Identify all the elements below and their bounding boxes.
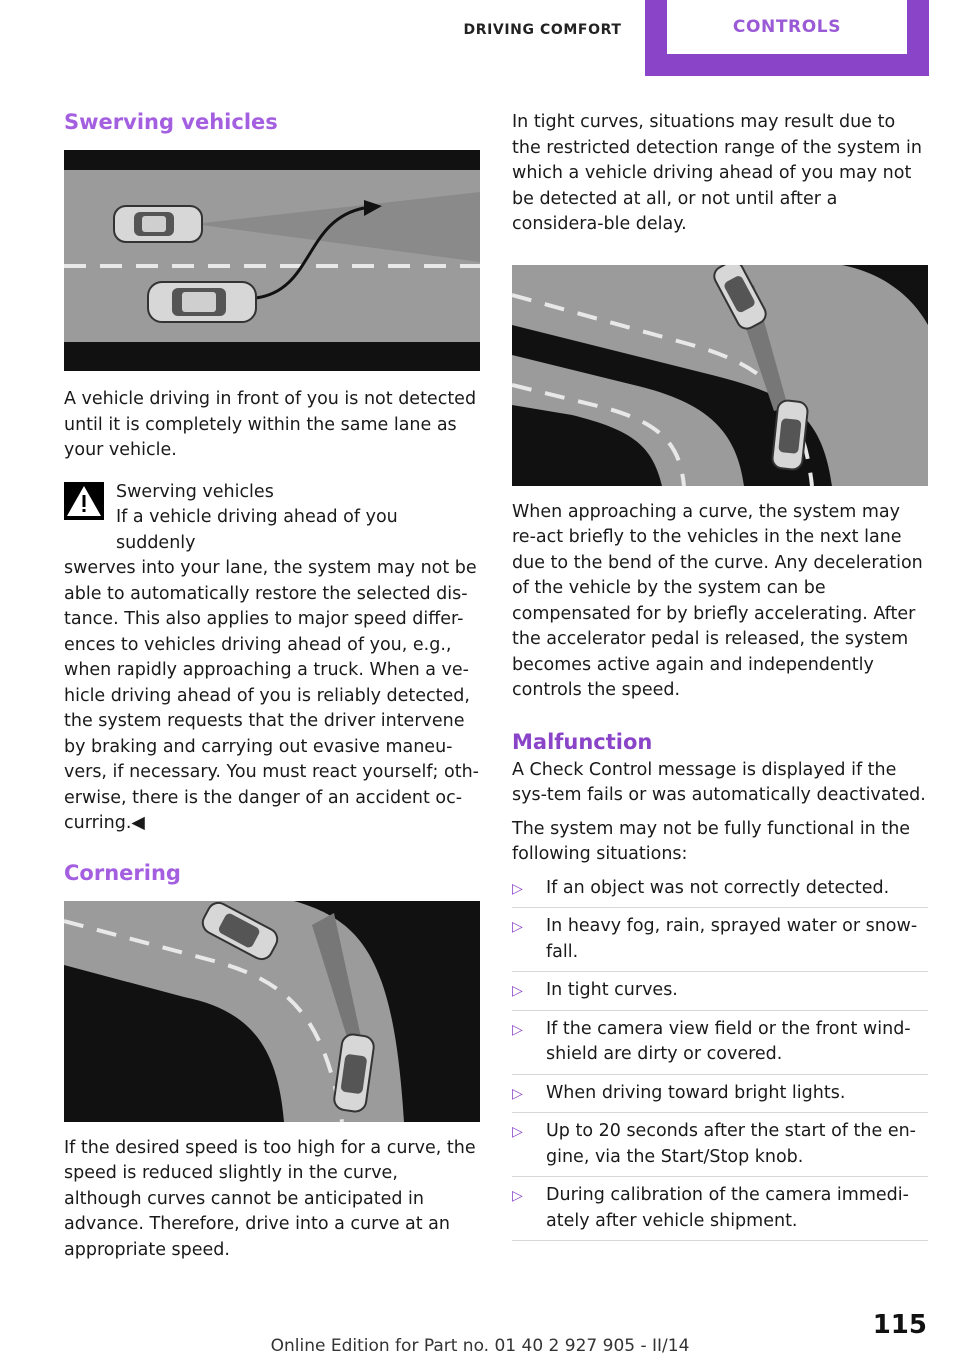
bullet-triangle-icon: ▷ — [512, 880, 523, 897]
right-column — [512, 110, 928, 1247]
header-chapter-tab — [645, 0, 929, 76]
approach-curve-text: When approaching a curve, the system may re-act briefly to the vehicles in the next lane due to the bend of the curve. Any deceleration of the vehicle by the system can be compensated for by briefly accelerating. After the accelerator pedal is released, the system becomes active again and independently controls the speed. — [512, 501, 923, 700]
cornering-figure — [64, 901, 480, 1122]
cornering-illustration — [64, 901, 480, 1122]
malfunction-heading: Malfunction — [512, 729, 653, 754]
bullet-triangle-icon: ▷ — [512, 1124, 523, 1140]
swerving-figure — [64, 150, 480, 371]
car-ahead-icon — [114, 206, 202, 242]
list-item: ▷ If the camera view field or the front wind-shield are dirty or covered. — [512, 1017, 928, 1075]
cornering-caption: If the desired speed is too high for a curve, the speed is reduced slightly in the curve, although curves cannot be anticipated in advance. Therefore, drive into a curve at an appropriate speed. — [64, 1137, 476, 1260]
own-car-icon — [148, 282, 256, 322]
swerving-caption: A vehicle driving in front of you is not detected until it is completely within the same lane as your vehicle. — [64, 389, 477, 460]
situations-list — [512, 876, 928, 1242]
own-car-icon — [772, 399, 809, 470]
tight-curve-illustration — [512, 265, 928, 486]
bullet-triangle-icon: ▷ — [512, 983, 523, 999]
swerving-heading: Swerving vehicles — [64, 110, 278, 134]
list-item: ▷ Up to 20 seconds after the start of the en-gine, via the Start/Stop knob. — [512, 1119, 928, 1177]
warning-body: swerves into your lane, the system may not be able to automatically restore the selected dis-tance. This also applies to major speed differ-ences to vehicles driving ahead of you, e.g., when rapidly approaching a truck. When a ve-hicle driving ahead of you is reliably detected, the system requests that the driver intervene by braking and carrying out evasive maneu-vers, if necessary. You must react yourself; oth-erwise, there is the danger of an accident oc-curring.◀ — [64, 558, 479, 833]
bullet-triangle-icon: ▷ — [512, 1085, 523, 1102]
list-item: ▷ In heavy fog, rain, sprayed water or snow-fall. — [512, 914, 928, 972]
list-item: ▷ When driving toward bright lights. — [512, 1081, 928, 1114]
warning-block — [64, 480, 480, 837]
malfunction-text: A Check Control message is displayed if the sys-tem fails or was automatically deactivated. — [512, 759, 926, 805]
warning-title: Swerving vehicles — [116, 481, 274, 502]
list-item: ▷ During calibration of the camera immedi-ately after vehicle shipment. — [512, 1183, 928, 1241]
bullet-triangle-icon: ▷ — [512, 1021, 523, 1038]
warning-triangle-icon — [64, 482, 104, 520]
left-column — [64, 110, 480, 1263]
page-number: 115 — [872, 1310, 927, 1340]
swerving-illustration — [64, 150, 480, 371]
page-footer — [0, 1310, 960, 1356]
situations-intro: The system may not be fully functional in the following situations: — [512, 818, 911, 864]
list-item: ▷ In tight curves. — [512, 978, 928, 1011]
cornering-heading: Cornering — [64, 860, 181, 885]
header-chapter-label: CONTROLS — [667, 0, 907, 54]
tight-curves-text: In tight curves, situations may result due to the restricted detection range of the system in which a vehicle driving ahead of you may not be detected at all, or not until after a considera-ble delay. — [512, 112, 922, 234]
warning-first-line: If a vehicle driving ahead of you suddenly — [116, 507, 398, 553]
edition-note: Online Edition for Part no. 01 40 2 927 905 - II/14 — [270, 1336, 690, 1356]
bullet-triangle-icon: ▷ — [512, 1188, 523, 1204]
list-item: ▷ If an object was not correctly detected. — [512, 876, 928, 909]
tight-curve-figure — [512, 265, 928, 486]
header-section-title: DRIVING COMFORT — [463, 22, 622, 38]
bullet-triangle-icon: ▷ — [512, 919, 523, 935]
